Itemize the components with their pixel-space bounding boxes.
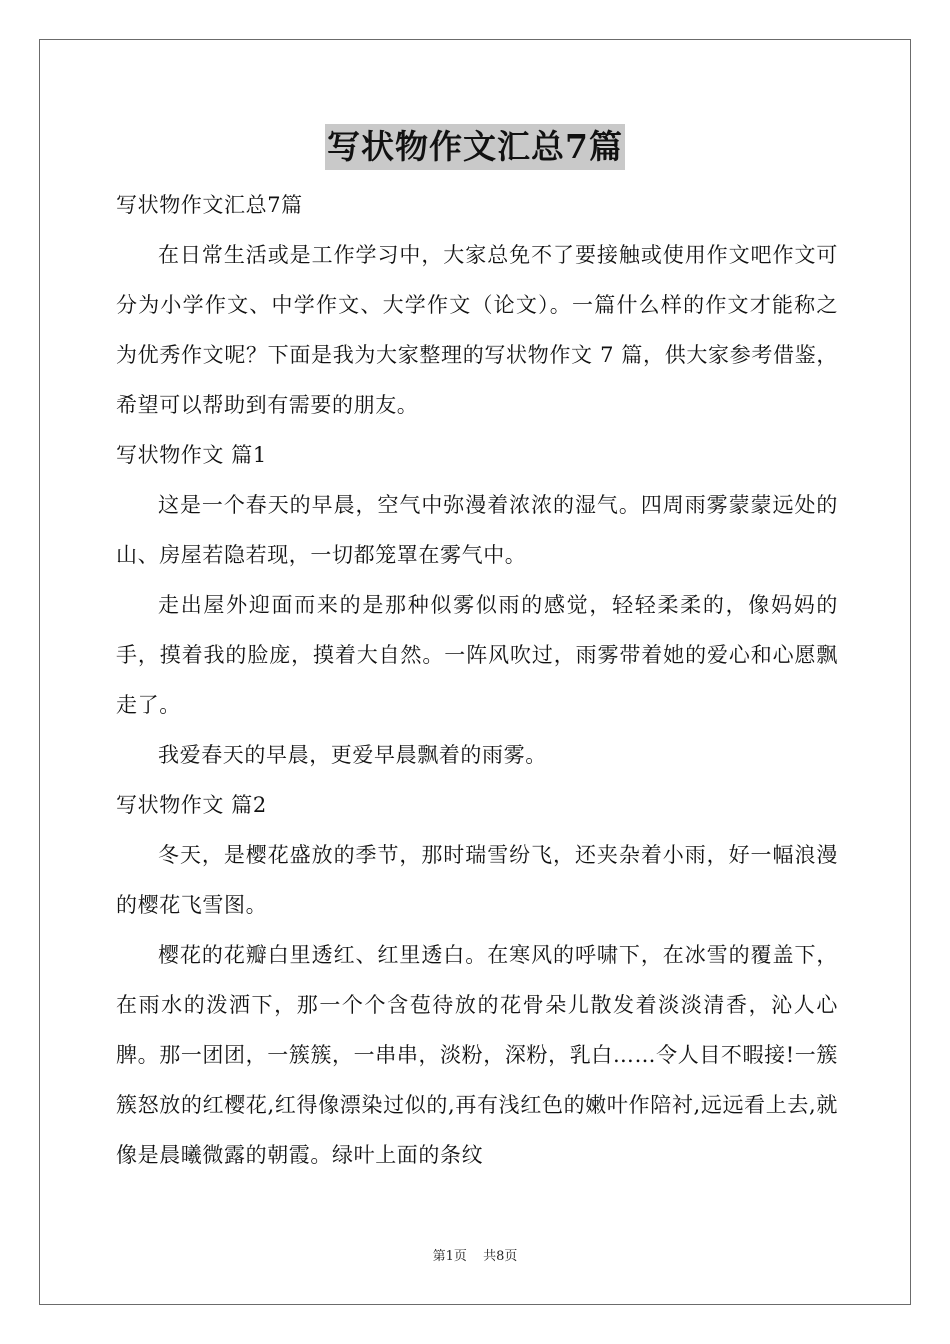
section-1-paragraph-3: 我爱春天的早晨，更爱早晨飘着的雨雾。: [158, 743, 547, 767]
page-number-current: 第1页: [432, 1249, 467, 1264]
section-1-paragraph-1: 这是一个春天的早晨，空气中弥漫着浓浓的湿气。四周雨雾蒙蒙远处的山、房屋若隐若现，一切都笼罩在雾气中。: [116, 493, 838, 567]
section-1-paragraph-2: 走出屋外迎面而来的是那种似雾似雨的感觉，轻轻柔柔的，像妈妈的手，摸着我的脸庞，摸着大自然。一阵风吹过，雨雾带着她的爱心和心愿飘走了。: [116, 593, 838, 717]
page-footer: [0, 1245, 950, 1264]
section-heading-1: 写状物作文 篇1: [116, 443, 267, 467]
page-number-total: 共8页: [483, 1249, 518, 1264]
document-body: [116, 180, 838, 1180]
document-title: [0, 124, 950, 174]
document-title-text: 写状物作文汇总7篇: [325, 124, 625, 170]
section-heading-2: 写状物作文 篇2: [116, 793, 267, 817]
intro-paragraph: 在日常生活或是工作学习中，大家总免不了要接触或使用作文吧作文可分为小学作文、中学作文、大学作文（论文）。一篇什么样的作文才能称之为优秀作文呢？下面是我为大家整理的写状物作文 7 篇，供大家参考借鉴，希望可以帮助到有需要的朋友。: [116, 243, 838, 417]
section-2-paragraph-1: 冬天，是樱花盛放的季节，那时瑞雪纷飞，还夹杂着小雨，好一幅浪漫的樱花飞雪图。: [116, 843, 838, 917]
intro-heading: 写状物作文汇总7篇: [116, 193, 303, 217]
section-2-paragraph-2: 樱花的花瓣白里透红、红里透白。在寒风的呼啸下，在冰雪的覆盖下，在雨水的泼洒下，那一个个含苞待放的花骨朵儿散发着淡淡清香，沁人心脾。那一团团，一簇簇，一串串，淡粉，深粉，乳白……令人目不暇接!一簇簇怒放的红樱花,红得像漂染过似的,再有浅红色的嫩叶作陪衬,远远看上去,就像是晨曦微露的朝霞。绿叶上面的条纹: [116, 943, 838, 1167]
